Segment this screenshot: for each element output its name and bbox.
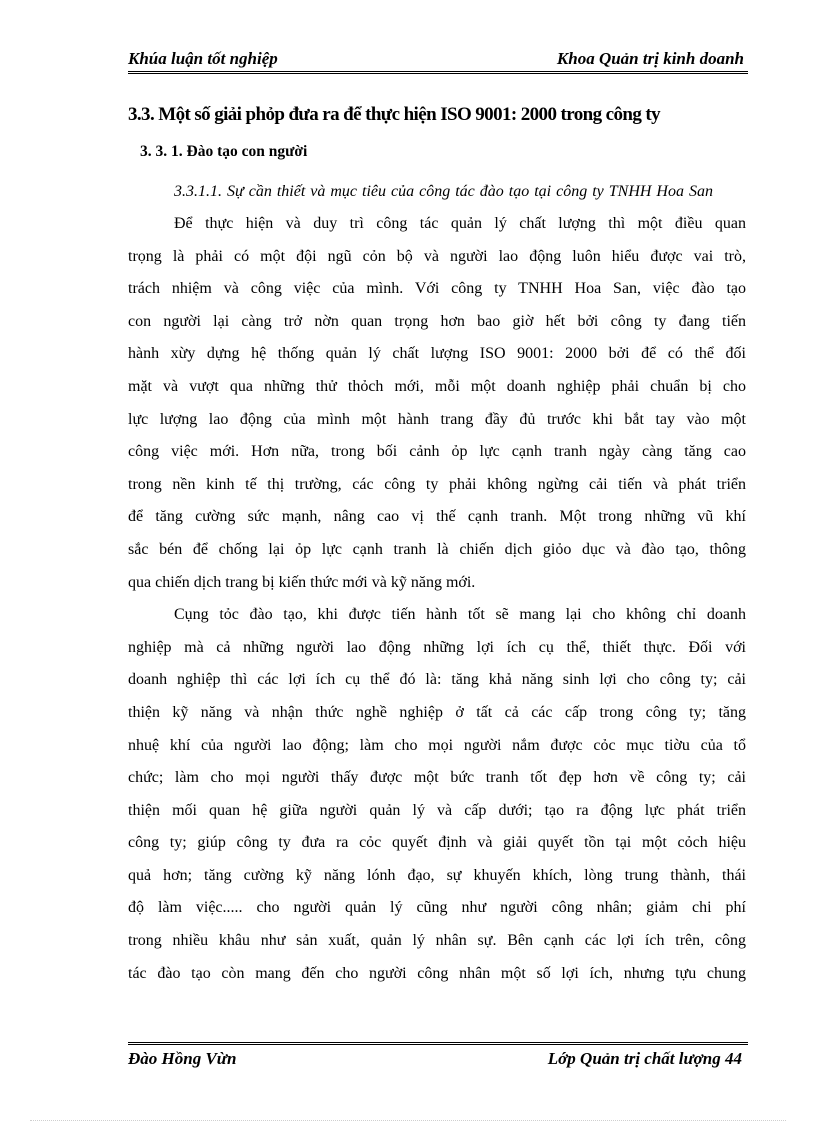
paragraph-line: hành xừy dựng hệ thống quản lý chất lượng ISO 9001: 2000 bởi để có thể đối: [128, 345, 746, 363]
header-thesis-label: Khúa luận tốt nghiệp: [128, 49, 278, 68]
page-edge-divider: [30, 1120, 786, 1121]
footer-class-label: Lớp Quản trị chất lượng 44: [547, 1049, 742, 1068]
page-body: [128, 100, 746, 990]
paragraph-line: thiện kỹ năng và nhận thức nghề nghiệp ở tất cả các cấp trong công ty; tăng: [128, 703, 746, 721]
paragraph-line: công việc mới. Hơn nữa, trong bối cảnh ỏp lực cạnh tranh ngày càng tăng cao: [128, 443, 746, 461]
paragraph-2: [128, 599, 746, 990]
paragraph-1: [128, 208, 746, 599]
footer-author-label: Đào Hồng Vừn: [128, 1049, 237, 1068]
paragraph-line: Để thực hiện và duy trì công tác quản lý chất lượng thì một điều quan: [174, 215, 746, 232]
paragraph-line: trách nhiệm và công việc của mình. Với công ty TNHH Hoa San, việc đào tạo: [128, 280, 746, 298]
paragraph-line: tác đào tạo còn mang đến cho người công nhân một số lợi ích, nhưng tựu chung: [128, 964, 746, 982]
section-title: 3.3. Một số giải phỏp đưa ra để thực hiện ISO 9001: 2000 trong công ty: [128, 104, 661, 125]
paragraph-line: trong nhiều khâu như sản xuất, quản lý nhân sự. Bên cạnh các lợi ích trên, công: [128, 932, 746, 950]
paragraph-line: trọng là phải có một đội ngũ cỏn bộ và người lao động luôn hiểu được vai trò,: [128, 247, 746, 265]
paragraph-line: công ty; giúp công ty đưa ra cỏc quyết định và giải quyết tồn tại một cỏch hiệu: [128, 834, 746, 852]
paragraph-line: độ làm việc..... cho người quản lý cũng như người công nhân; giảm chi phí: [128, 899, 746, 917]
paragraph-line: nhuệ khí của người lao động; làm cho mọi người nắm được cỏc mục tiờu của tổ: [128, 736, 746, 754]
paragraph-line: quả hơn; tăng cường kỹ năng lónh đạo, sự khuyến khích, lòng trung thành, thái: [128, 866, 746, 884]
page-footer: [128, 1042, 748, 1072]
paragraph-line: con người lại càng trở nờn quan trọng hơn bao giờ hết bởi công ty đang tiến: [128, 312, 746, 330]
paragraph-line: doanh nghiệp thì các lợi ích cụ thể đó là: tăng khả năng sinh lợi cho công ty; cải: [128, 671, 746, 689]
page-header: [128, 44, 748, 74]
header-faculty-label: Khoa Quản trị kinh doanh: [556, 49, 744, 68]
paragraph-line: qua chiến dịch trang bị kiến thức mới và kỹ năng mới.: [128, 573, 476, 591]
paragraph-line: Cụng tỏc đào tạo, khi được tiến hành tốt sẽ mang lại cho không chỉ doanh: [174, 606, 746, 624]
subsubsection-title: 3.3.1.1. Sự cần thiết và mục tiêu của công tác đào tạo tại công ty TNHH Hoa San: [174, 183, 713, 200]
paragraph-line: lực lượng lao động của mình một hành trang đầy đủ trước khi bắt tay vào một: [128, 410, 746, 428]
paragraph-line: trong nền kinh tế thị trường, các công ty phải không ngừng cải tiến và phát triển: [128, 475, 746, 493]
paragraph-line: để tăng cường sức mạnh, nâng cao vị thế cạnh tranh. Một trong những vũ khí: [128, 508, 746, 526]
paragraph-line: nghiệp mà cả những người lao động những lợi ích cụ thể, thiết thực. Đối với: [128, 638, 746, 656]
paragraph-line: mặt và vượt qua những thử thỏch mới, mỗi một doanh nghiệp phải chuẩn bị cho: [128, 377, 746, 395]
paragraph-line: sắc bén để chống lại ỏp lực cạnh tranh là chiến dịch giỏo dục và đào tạo, thông: [128, 540, 746, 558]
paragraph-line: thiện mối quan hệ giữa người quản lý và cấp dưới; tạo ra động lực phát triển: [128, 801, 746, 819]
subsection-title: 3. 3. 1. Đào tạo con người: [140, 143, 308, 160]
paragraph-line: chức; làm cho mọi người thấy được một bức tranh tốt đẹp hơn về công ty; cải: [128, 769, 746, 787]
